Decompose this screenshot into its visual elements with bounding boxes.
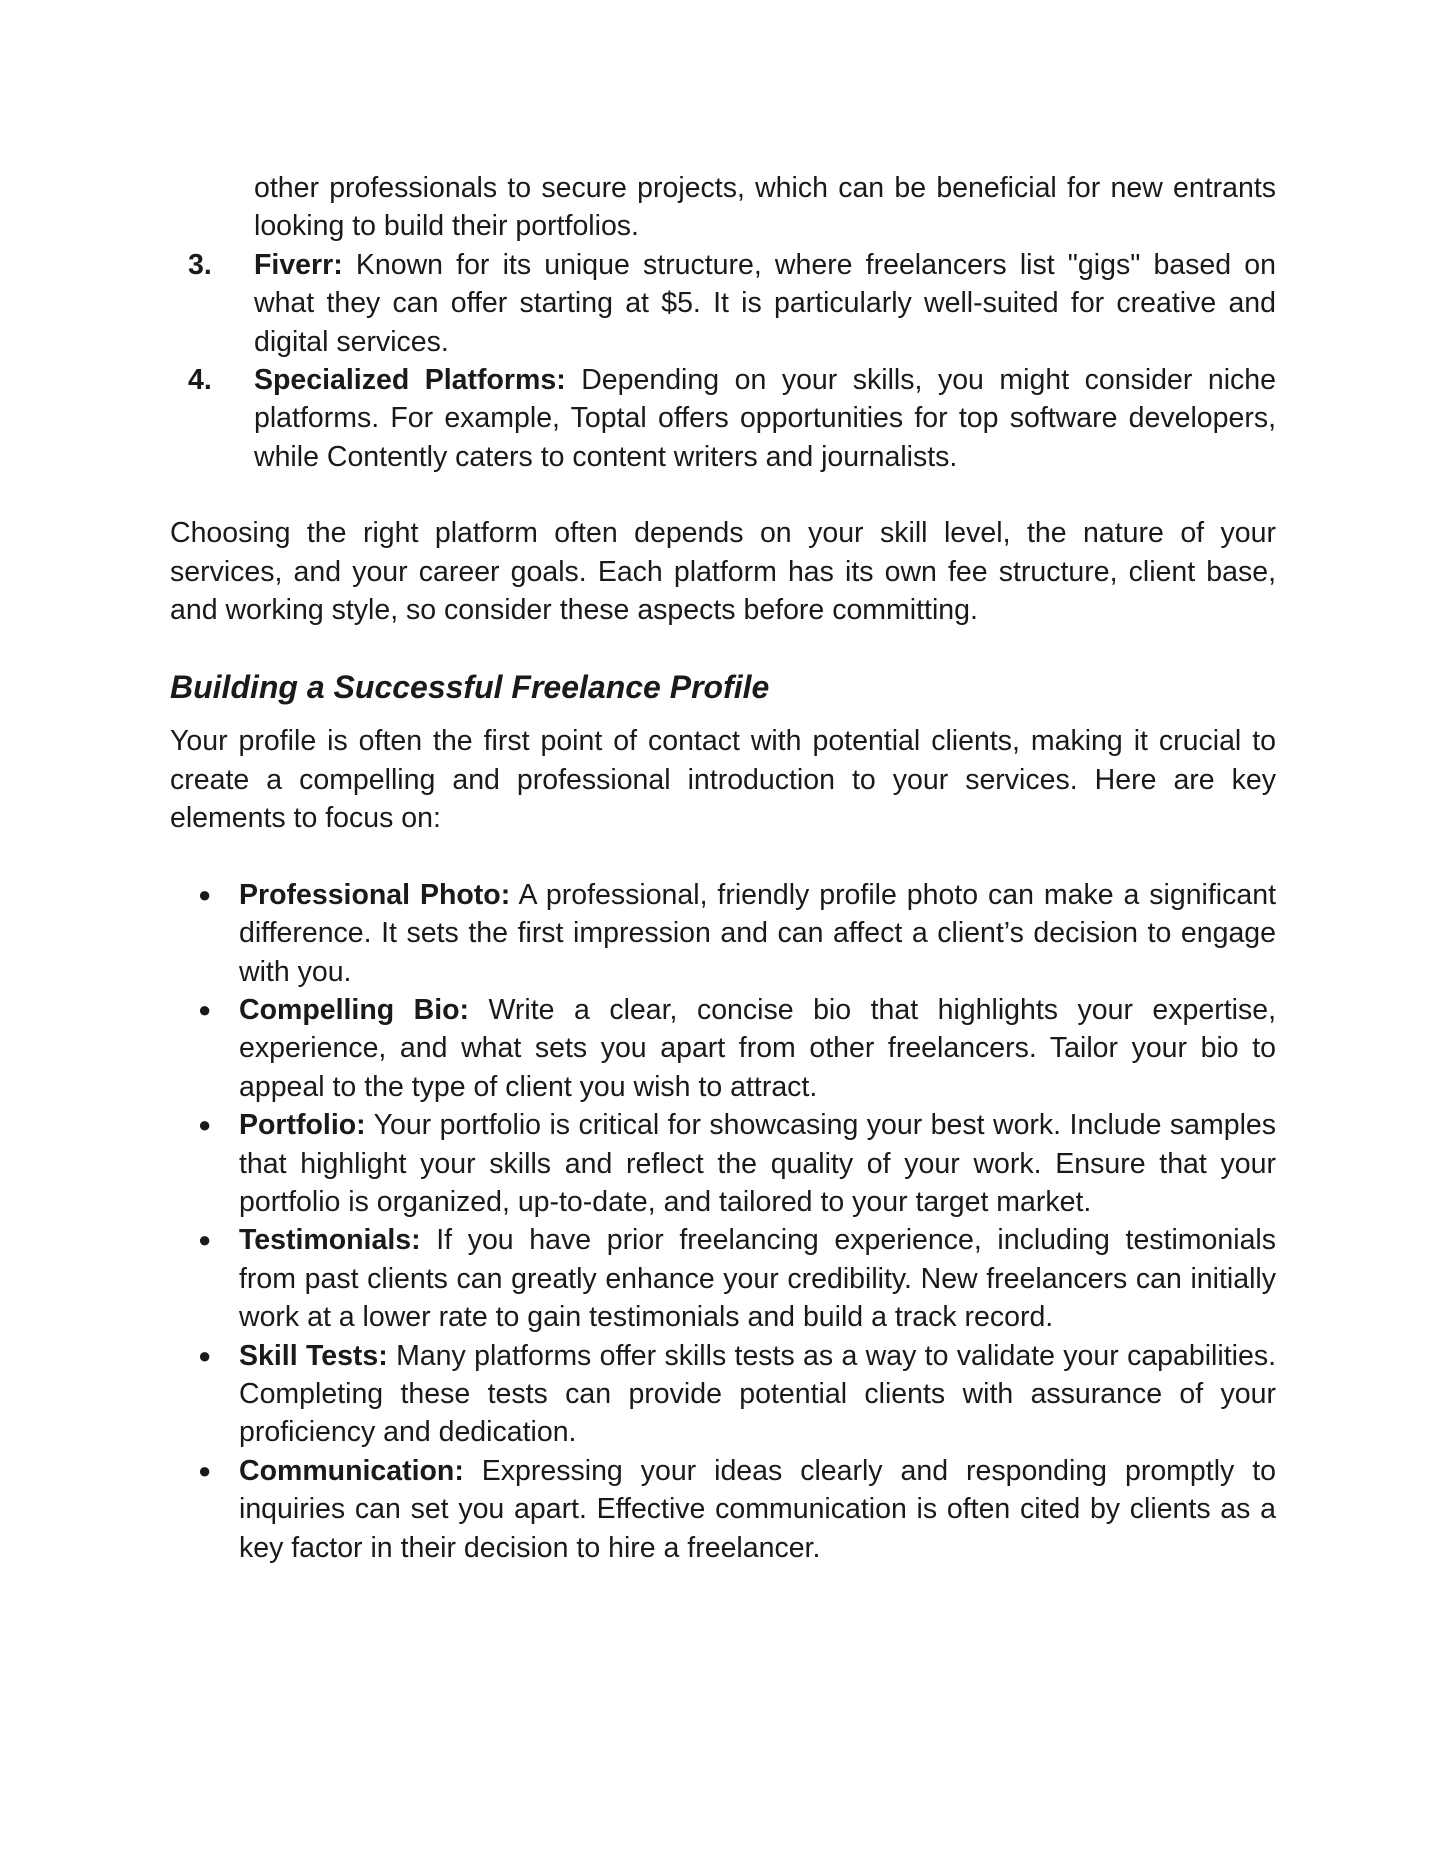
bullet-dot-icon: ●	[198, 881, 212, 907]
bullet-text: Expressing your ideas clearly and responding promptly to inquiries can set you apart. Effective communication is often cited by clients as a key factor in their decision to hire a freelancer.	[239, 1454, 1276, 1564]
bullet-dot-icon: ●	[198, 1342, 212, 1368]
bullet-dot-icon: ●	[198, 1112, 212, 1138]
bullet-term: Testimonials:	[239, 1224, 421, 1257]
bullet-term: Portfolio:	[239, 1109, 366, 1142]
bullet-item-portfolio	[170, 1106, 1276, 1221]
bullet-text: A professional, friendly profile photo can make a significant difference. It sets the first impression and can affect a client’s decision to engage with you.	[239, 878, 1276, 988]
bullet-text: If you have prior freelancing experience, including testimonials from past clients can greatly enhance your credibility. New freelancers can initially work at a lower rate to gain testimonials and build a track record.	[239, 1224, 1276, 1334]
list-number: 3.	[188, 248, 212, 281]
list-item-text: Known for its unique structure, where freelancers list "gigs" based on what they can offer starting at $5. It is particularly well-suited for creative and digital services.	[254, 248, 1276, 358]
continuation-text: other professionals to secure projects, which can be beneficial for new entrants looking to build their portfolios.	[254, 172, 1276, 243]
list-number: 4.	[188, 364, 212, 397]
platform-numbered-list	[170, 169, 1276, 476]
section-heading: Building a Successful Freelance Profile	[170, 669, 770, 706]
list-item-term: Specialized Platforms:	[254, 364, 566, 397]
list-item-term: Fiverr:	[254, 248, 343, 281]
list-item-text: Depending on your skills, you might consider niche platforms. For example, Toptal offers opportunities for top software developers, while Contently caters to content writers and journalists.	[254, 364, 1276, 473]
platform-choice-paragraph: Choosing the right platform often depends on your skill level, the nature of your services, and your career goals. Each platform has its own fee structure, client base, and working style, so consider these aspects before committing.	[170, 517, 1276, 627]
bullet-dot-icon: ●	[198, 1457, 212, 1483]
list-item-fiverr	[170, 246, 1276, 361]
section-intro-paragraph: Your profile is often the first point of contact with potential clients, making it crucial to create a compelling and professional introduction to your services. Here are key elements to focus on:	[170, 725, 1276, 835]
bullet-text: Many platforms offer skills tests as a way to validate your capabilities. Completing these tests can provide potential clients with assurance of your proficiency and dedication.	[239, 1339, 1276, 1449]
bullet-text: Your portfolio is critical for showcasing your best work. Include samples that highlight your skills and reflect the quality of your work. Ensure that your portfolio is organized, up-to-date, and tailored to your target market.	[239, 1109, 1276, 1218]
bullet-item-compelling-bio	[170, 991, 1276, 1106]
bullet-text: Write a clear, concise bio that highlights your expertise, experience, and what sets you apart from other freelancers. Tailor your bio to appeal to the type of client you wish to attract.	[239, 993, 1276, 1103]
bullet-term: Compelling Bio:	[239, 993, 470, 1026]
bullet-item-professional-photo	[170, 876, 1276, 991]
page-content	[170, 169, 1276, 1567]
bullet-dot-icon: ●	[198, 1227, 212, 1253]
bullet-term: Professional Photo:	[239, 878, 511, 911]
list-item-specialized-platforms	[170, 361, 1276, 476]
bullet-term: Skill Tests:	[239, 1339, 388, 1372]
list-item-continuation	[170, 169, 1276, 246]
bullet-item-skill-tests	[170, 1337, 1276, 1452]
bullet-term: Communication:	[239, 1454, 464, 1487]
bullet-item-communication	[170, 1452, 1276, 1567]
bullet-item-testimonials	[170, 1221, 1276, 1336]
bullet-dot-icon: ●	[198, 996, 212, 1022]
profile-elements-list	[170, 876, 1276, 1567]
